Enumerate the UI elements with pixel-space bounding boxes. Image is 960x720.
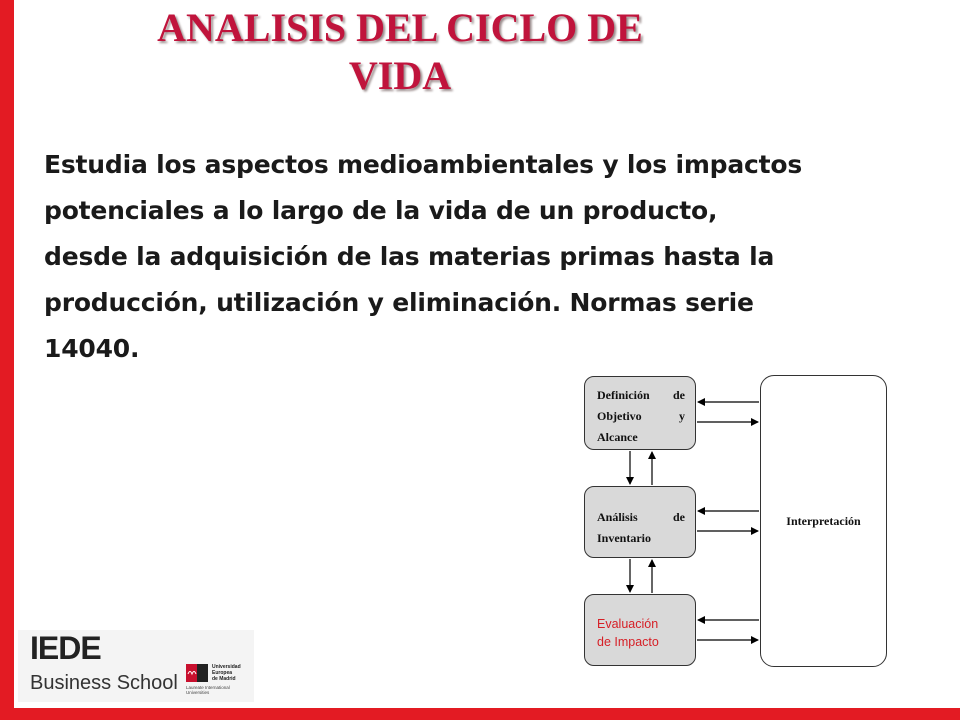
box-interpretacion [760, 375, 887, 667]
inventario-word-3: Inventario [597, 531, 651, 545]
uem-line-2: Europea [212, 670, 233, 676]
uem-logo-icon [186, 664, 208, 682]
uem-logo-text [212, 664, 241, 682]
box-analisis-inventario [584, 486, 696, 558]
inventario-word-2: de [673, 510, 685, 524]
footer-logos [18, 630, 254, 702]
box-evaluacion-impacto [584, 594, 696, 666]
objetivo-word-2: de [673, 388, 685, 402]
objetivo-word-4: y [679, 409, 685, 423]
business-school-label: Business School [30, 672, 178, 694]
uem-subtitle: Laureate International Universities [186, 685, 230, 695]
objetivo-word-1: Definición [597, 388, 650, 402]
inventario-word-1: Análisis [597, 510, 638, 524]
uem-line-1: Universidad [212, 664, 241, 670]
objetivo-word-3: Objetivo [597, 409, 642, 423]
title-line-1: ANALISIS DEL CICLO DE [157, 5, 643, 50]
iede-logo: IEDE [30, 630, 101, 666]
box-objetivo-alcance [584, 376, 696, 450]
interpretacion-label: Interpretación [786, 513, 861, 528]
impacto-line-1: Evaluación [597, 617, 659, 631]
impacto-line-2: de Impacto [597, 635, 659, 649]
objetivo-word-5: Alcance [597, 430, 638, 444]
body-paragraph: Estudia los aspectos medioambientales y los impactos potenciales a lo largo de la vida de un producto, desde la adquisición de las materias primas hasta la producción, utilización y eliminación. Normas serie 14040. [44, 150, 803, 363]
title-line-2: VIDA [348, 53, 452, 98]
uem-line-3: de Madrid [212, 676, 236, 682]
